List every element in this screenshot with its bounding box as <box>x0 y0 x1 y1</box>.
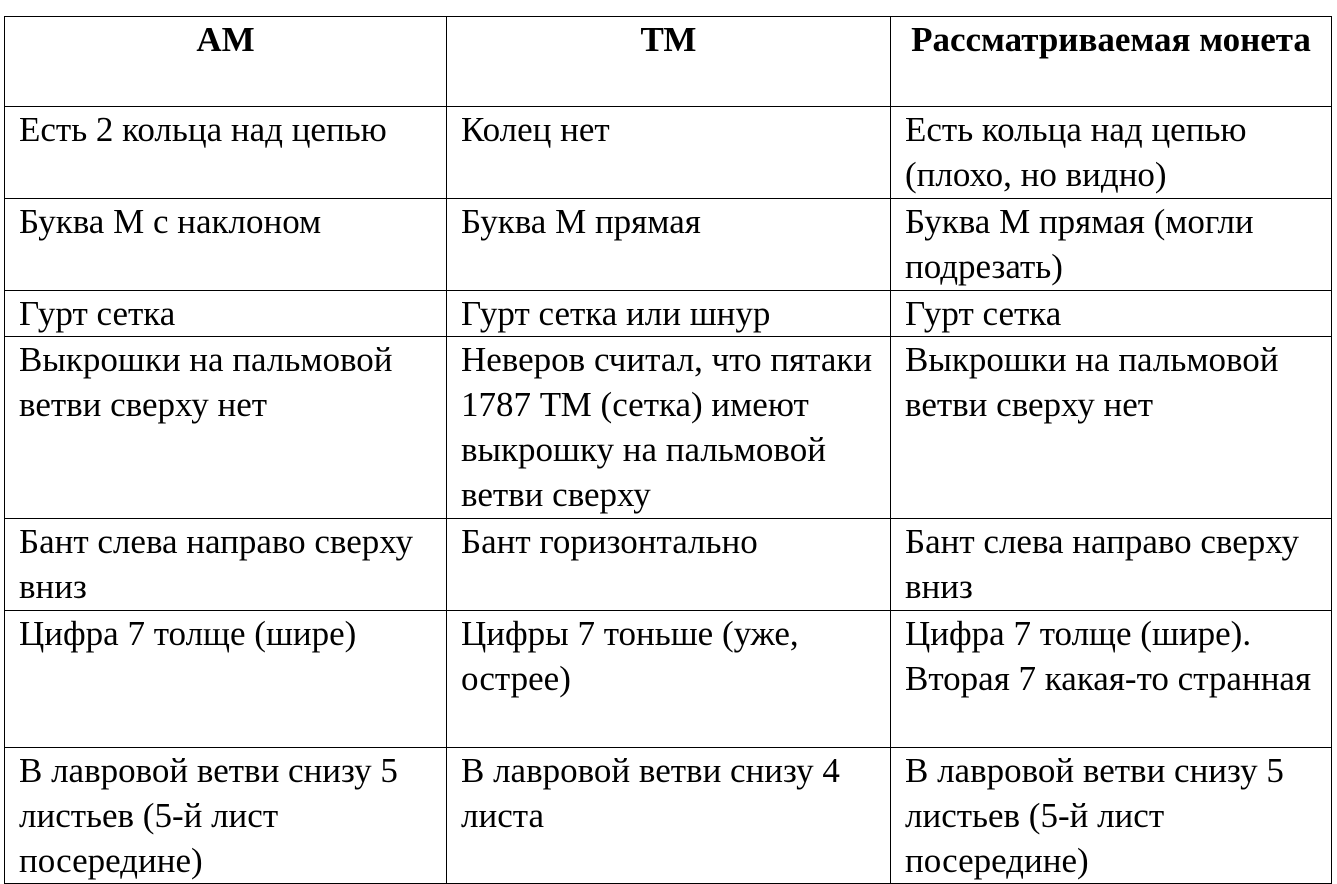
table-row <box>5 199 1332 291</box>
cell-am: В лавровой ветви снизу 5 листьев (5-й лист посередине) <box>5 748 447 884</box>
cell-am: Есть 2 кольца над цепью <box>5 107 447 199</box>
header-tm: ТМ <box>447 17 891 107</box>
cell-considered-coin: В лавровой ветви снизу 5 листьев (5-й лист посередине) <box>891 748 1332 884</box>
cell-am: Бант слева направо сверху вниз <box>5 519 447 611</box>
cell-tm: В лавровой ветви снизу 4 листа <box>447 748 891 884</box>
cell-considered-coin: Гурт сетка <box>891 291 1332 337</box>
cell-considered-coin: Цифра 7 толще (шире). Вторая 7 какая-то странная <box>891 611 1332 748</box>
cell-considered-coin: Бант слева направо сверху вниз <box>891 519 1332 611</box>
comparison-table <box>4 16 1332 884</box>
cell-am: Выкрошки на пальмовой ветви сверху нет <box>5 337 447 519</box>
cell-tm: Бант горизонтально <box>447 519 891 611</box>
header-am: АМ <box>5 17 447 107</box>
cell-tm: Гурт сетка или шнур <box>447 291 891 337</box>
cell-tm: Буква М прямая <box>447 199 891 291</box>
header-considered-coin: Рассматриваемая монета <box>891 17 1332 107</box>
cell-tm: Колец нет <box>447 107 891 199</box>
table-row <box>5 337 1332 519</box>
table-row <box>5 748 1332 884</box>
cell-considered-coin: Есть кольца над цепью (плохо, но видно) <box>891 107 1332 199</box>
cell-tm: Неверов считал, что пятаки 1787 ТМ (сетка) имеют выкрошку на пальмовой ветви сверху <box>447 337 891 519</box>
table-row <box>5 611 1332 748</box>
table-row <box>5 291 1332 337</box>
table-row <box>5 107 1332 199</box>
header-row <box>5 17 1332 107</box>
cell-considered-coin: Буква М прямая (могли подрезать) <box>891 199 1332 291</box>
cell-tm: Цифры 7 тоньше (уже, острее) <box>447 611 891 748</box>
table-row <box>5 519 1332 611</box>
cell-considered-coin: Выкрошки на пальмовой ветви сверху нет <box>891 337 1332 519</box>
cell-am: Буква М с наклоном <box>5 199 447 291</box>
cell-am: Цифра 7 толще (шире) <box>5 611 447 748</box>
cell-am: Гурт сетка <box>5 291 447 337</box>
